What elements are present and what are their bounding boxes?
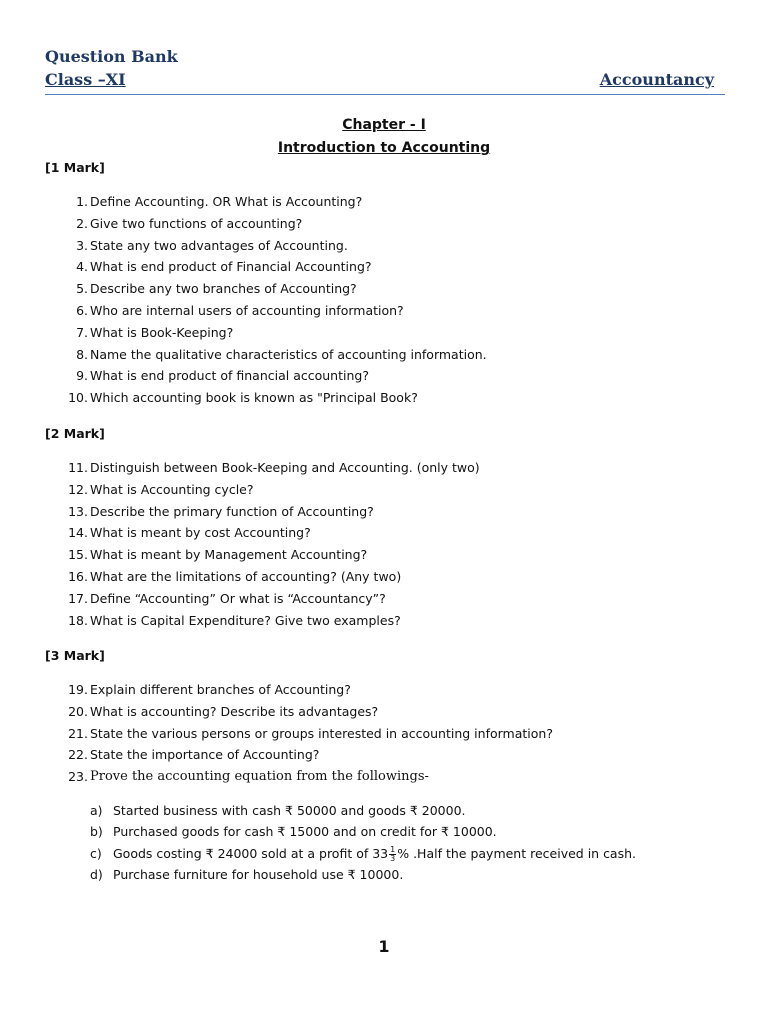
transaction-text-end: % .Half the payment received in cash. (397, 845, 637, 861)
question-number: 2. (76, 215, 88, 231)
question-list-3-mark (0, 681, 768, 790)
question-text: What is Accounting cycle? (90, 481, 254, 497)
question-item (0, 681, 768, 703)
question-text: What is Book-Keeping? (90, 324, 234, 340)
fraction-numerator: 1 (390, 844, 396, 854)
fraction-denominator: 3 (390, 853, 396, 863)
question-list-1-mark (0, 193, 768, 411)
question-number: 3. (76, 237, 88, 253)
question-item (0, 367, 768, 389)
transaction-text: Purchase furniture for household use ₹ 10000. (113, 866, 404, 882)
question-item (0, 258, 768, 280)
question-text: What is accounting? Describe its advantages? (90, 703, 379, 719)
question-number: 21. (68, 725, 88, 741)
question-item (0, 768, 768, 790)
question-item (0, 324, 768, 346)
transaction-text: Started business with cash ₹ 50000 and goods ₹ 20000. (113, 803, 466, 818)
question-number: 19. (68, 682, 88, 697)
header-subject: Accountancy (599, 70, 714, 89)
transaction-list (0, 802, 768, 887)
question-item (0, 389, 768, 411)
transaction-item (0, 845, 768, 866)
question-number: 7. (76, 324, 88, 340)
question-item (0, 193, 768, 215)
question-text: What is Capital Expenditure? Give two examples? (90, 612, 401, 628)
question-number: 17. (68, 590, 88, 606)
header-class: Class –XI (45, 70, 126, 89)
header-divider (45, 94, 725, 95)
transaction-text-start: Goods costing ₹ 24000 sold at a profit of 33 (113, 845, 389, 861)
transaction-label: c) (90, 845, 102, 861)
transaction-label: d) (90, 866, 103, 882)
question-text: Define “Accounting” Or what is “Accountancy”? (90, 590, 386, 606)
question-text: What is end product of financial accounting? (90, 368, 369, 384)
question-item (0, 703, 768, 725)
question-text: Distinguish between Book-Keeping and Accounting. (only two) (90, 460, 480, 475)
question-text: Name the qualitative characteristics of accounting information. (90, 346, 487, 362)
question-number: 10. (68, 390, 88, 406)
question-item (0, 215, 768, 237)
question-item (0, 459, 768, 481)
question-item (0, 590, 768, 612)
question-text: What is meant by cost Accounting? (90, 525, 311, 541)
question-number: 11. (68, 460, 88, 475)
question-item (0, 568, 768, 590)
question-number: 23. (68, 769, 88, 785)
question-item (0, 302, 768, 324)
question-item (0, 503, 768, 525)
question-text: Describe any two branches of Accounting? (90, 281, 357, 297)
question-text: Explain different branches of Accounting? (90, 682, 351, 697)
transaction-label: b) (90, 824, 103, 840)
question-text: State any two advantages of Accounting. (90, 237, 348, 253)
question-number: 12. (68, 481, 88, 497)
question-number: 20. (68, 703, 88, 719)
question-item (0, 524, 768, 546)
transaction-item (0, 823, 768, 844)
chapter-title: Introduction to Accounting (277, 140, 491, 156)
question-number: 6. (76, 302, 88, 318)
question-text: Give two functions of accounting? (90, 215, 303, 231)
question-item (0, 280, 768, 302)
question-text: Define Accounting. OR What is Accounting? (90, 194, 363, 209)
question-number: 13. (68, 503, 88, 519)
question-number: 14. (68, 525, 88, 541)
question-number: 8. (76, 346, 88, 362)
question-text: State the importance of Accounting? (90, 747, 320, 763)
question-item (0, 725, 768, 747)
section-heading-2-mark: [2 Mark] (45, 426, 105, 441)
question-item (0, 746, 768, 768)
transaction-label: a) (90, 803, 103, 818)
question-item (0, 612, 768, 634)
transaction-text: Purchased goods for cash ₹ 15000 and on credit for ₹ 10000. (113, 824, 497, 840)
transaction-item (0, 866, 768, 887)
transaction-text (113, 845, 636, 863)
page-number: 1 (378, 937, 390, 956)
question-item (0, 546, 768, 568)
header-question-bank: Question Bank (45, 47, 178, 66)
chapter-number: Chapter - I (342, 117, 426, 133)
question-number: 1. (76, 194, 88, 209)
question-item (0, 346, 768, 368)
question-text: Prove the accounting equation from the followings- (90, 769, 429, 785)
question-number: 16. (68, 568, 88, 584)
question-number: 9. (76, 368, 88, 384)
section-heading-3-mark: [3 Mark] (45, 648, 105, 663)
question-text: What are the limitations of accounting? (Any two) (90, 568, 402, 584)
question-text: State the various persons or groups interested in accounting information? (90, 725, 553, 741)
question-text: Which accounting book is known as "Principal Book? (90, 390, 418, 406)
question-list-2-mark (0, 459, 768, 633)
question-number: 4. (76, 259, 88, 275)
question-number: 22. (68, 747, 88, 763)
question-text: Describe the primary function of Accounting? (90, 503, 374, 519)
transaction-item (0, 802, 768, 823)
question-item (0, 237, 768, 259)
question-number: 15. (68, 547, 88, 563)
fraction-one-third (389, 846, 396, 863)
question-item (0, 481, 768, 503)
question-number: 18. (68, 612, 88, 628)
question-text: What is end product of Financial Accounting? (90, 259, 372, 275)
question-text: Who are internal users of accounting information? (90, 302, 404, 318)
question-number: 5. (76, 281, 88, 297)
section-heading-1-mark: [1 Mark] (45, 160, 105, 175)
question-text: What is meant by Management Accounting? (90, 547, 368, 563)
